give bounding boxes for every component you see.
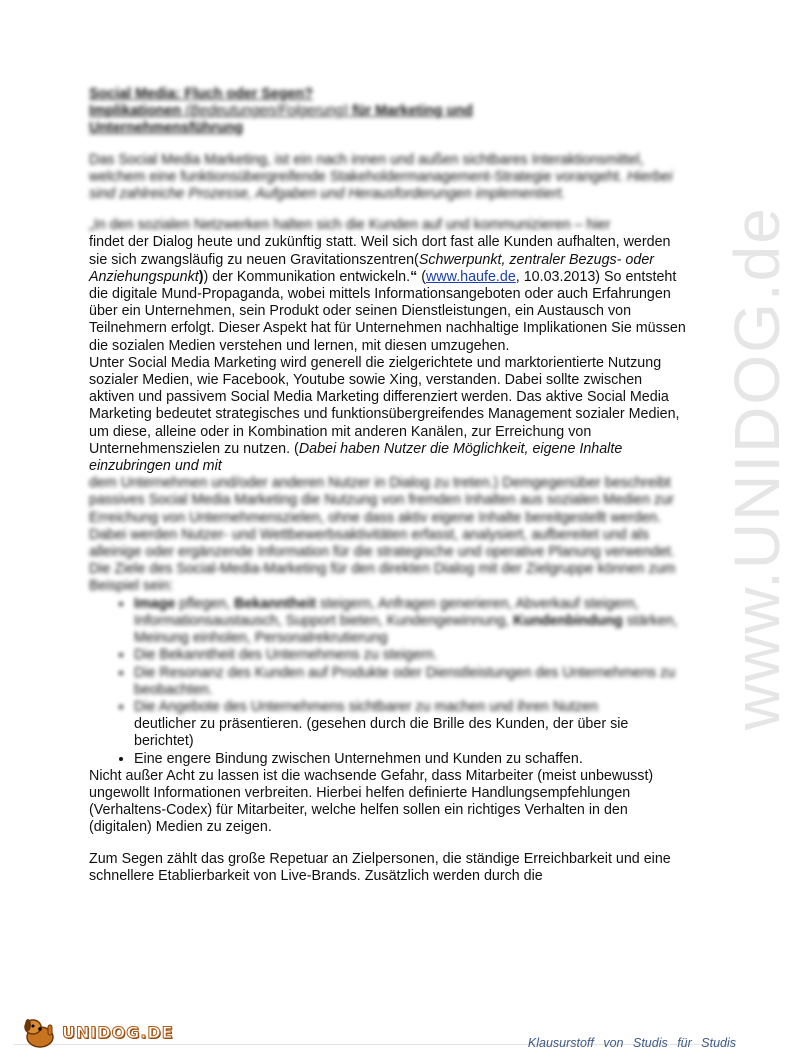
unidog-logo <box>20 1015 174 1049</box>
title-line-1: Social Media: Fluch oder Segen? <box>89 86 314 102</box>
paragraph-passive-smm: dem Unternehmen und/oder anderen Nutzer in Dialog zu treten.) Demgegenüber beschreibt passives Social Media Marketing die Nutzung von fremden Inhalten aus sozialen Medien zur Erreichung von Unternehmenszielen, ohne dass aktiv eigene Inhalte bereitgestellt werden. Dabei werden Nutzer- und Wettbewerbsaktivitäten erfasst, analysiert, aufbereitet und als alleinige oder ergänzende Information für die strategische und operative Planung verwendet. Die Ziele des Social-Media-Marketing für den direkten Dialog mit der Zielgruppe können zum Beispiel sein: <box>89 475 676 595</box>
title-line-2: Implikationen (Bedeutungen/Folgerung) für Marketing und <box>89 103 473 120</box>
paragraph-blessing: Zum Segen zählt das große Repetuar an Zielpersonen, die ständige Erreichbarkeit und eine schnellere Etablierbarkeit von Live-Brands. Zusätzlich werden durch die <box>89 850 671 884</box>
list-item-continuation: deutlicher zu präsentieren. (gesehen durch die Brille des Kunden, der über sie berichtet) <box>134 716 629 750</box>
watermark: www.UNIDOG.de <box>721 206 793 730</box>
source-link[interactable]: www.haufe.de <box>425 268 516 285</box>
title-line-3: Unternehmensführung <box>89 120 244 137</box>
goals-list <box>89 716 689 768</box>
list-item: • Image pflegen, Bekanntheit steigern, Anfragen generieren, Abverkauf steigern, Informationsaustausch, Support bieten, Kundengewinnung, Kundenbindung stärken, Meinung einholen, Personalrekrutierung <box>134 596 689 648</box>
intro-paragraph: Das Social Media Marketing, ist ein nach innen und außen sichtbares Interaktionsmittel, welchem eine funktionsübergreifende Stakeholdermanagement-Strategie vorangeht. Hierbei sind zahlreiche Prozesse, Aufgaben und Herausforderungen implementiert. <box>89 151 673 203</box>
logo-text: UNIDOG.DE <box>62 1022 174 1042</box>
dog-icon <box>20 1015 60 1049</box>
quote-first-line: „In den sozialen Netzwerken halten sich die Kunden auf und kommunizieren – hier <box>89 217 611 234</box>
list-item: • Eine engere Bindung zwischen Unternehmen und Kunden zu schaffen. <box>134 751 689 768</box>
goals-list-blurred <box>89 596 689 716</box>
blurred-header <box>89 86 689 234</box>
list-item: • Die Resonanz des Kunden auf Produkte oder Dienstleistungen des Unternehmens zu beobachten. <box>134 665 689 699</box>
paragraph-smm-definition: Unter Social Media Marketing wird generell die zielgerichtete und marktorientierte Nutzung sozialer Medien, wie Facebook, Youtube sowie Xing, verstanden. Dabei sollte zwischen aktiven und passivem Social Media Marketing differenziert werden. Das aktive Social Media Marketing bedeutet strategisches und funktionsübergreifendes Management sozialer Medien, um diese, alleine oder in Kombination mit anderen Kanälen, zur Erreichung von Unternehmenszielen zu nutzen. (Dabei haben Nutzer die Möglichkeit, eigene Inhalte einzubringen und mit <box>89 354 680 475</box>
paragraph-dialog: findet der Dialog heute und zukünftig statt. Weil sich dort fast alle Kunden aufhalten, werden sie sich zwangsläufig zu neuen Gravitationszentren(Schwerpunkt, zentraler Bezugs- oder Anziehungspunkt)) der Kommunikation entwickeln.“ (www.haufe.de, 10.03.2013) So entsteht die digitale Mund-Propaganda, wobei mittels Informationsangeboten oder auch Erfahrungen über ein Unternehmen, sein Produkt oder seinen Dienstleistungen, ein Austausch von Teilnehmern erfolgt. Dieser Aspekt hat für Unternehmen nachhaltige Implikationen Sie müssen die sozialen Medien verstehen und lernen, mit diesen umzugehen. <box>89 234 686 354</box>
footer-tagline: Klausurstoff von Studis für Studis <box>527 1036 736 1050</box>
blurred-middle <box>89 475 689 716</box>
list-item: • Die Angebote des Unternehmens sichtbarer zu machen und ihren Nutzen <box>134 699 689 716</box>
paragraph-risk: Nicht außer Acht zu lassen ist die wachsende Gefahr, dass Mitarbeiter (meist unbewusst) ungewollt Informationen verbreiten. Hierbei helfen definierte Handlungsempfehlungen (Verhaltens-Codex) für Mitarbeiter, welche helfen sollen ein richtiges Verhalten in den (digitalen) Medien zu zeigen. <box>89 767 654 836</box>
list-item: • Die Bekanntheit des Unternehmens zu steigern. <box>134 647 689 664</box>
document-body <box>89 86 689 885</box>
